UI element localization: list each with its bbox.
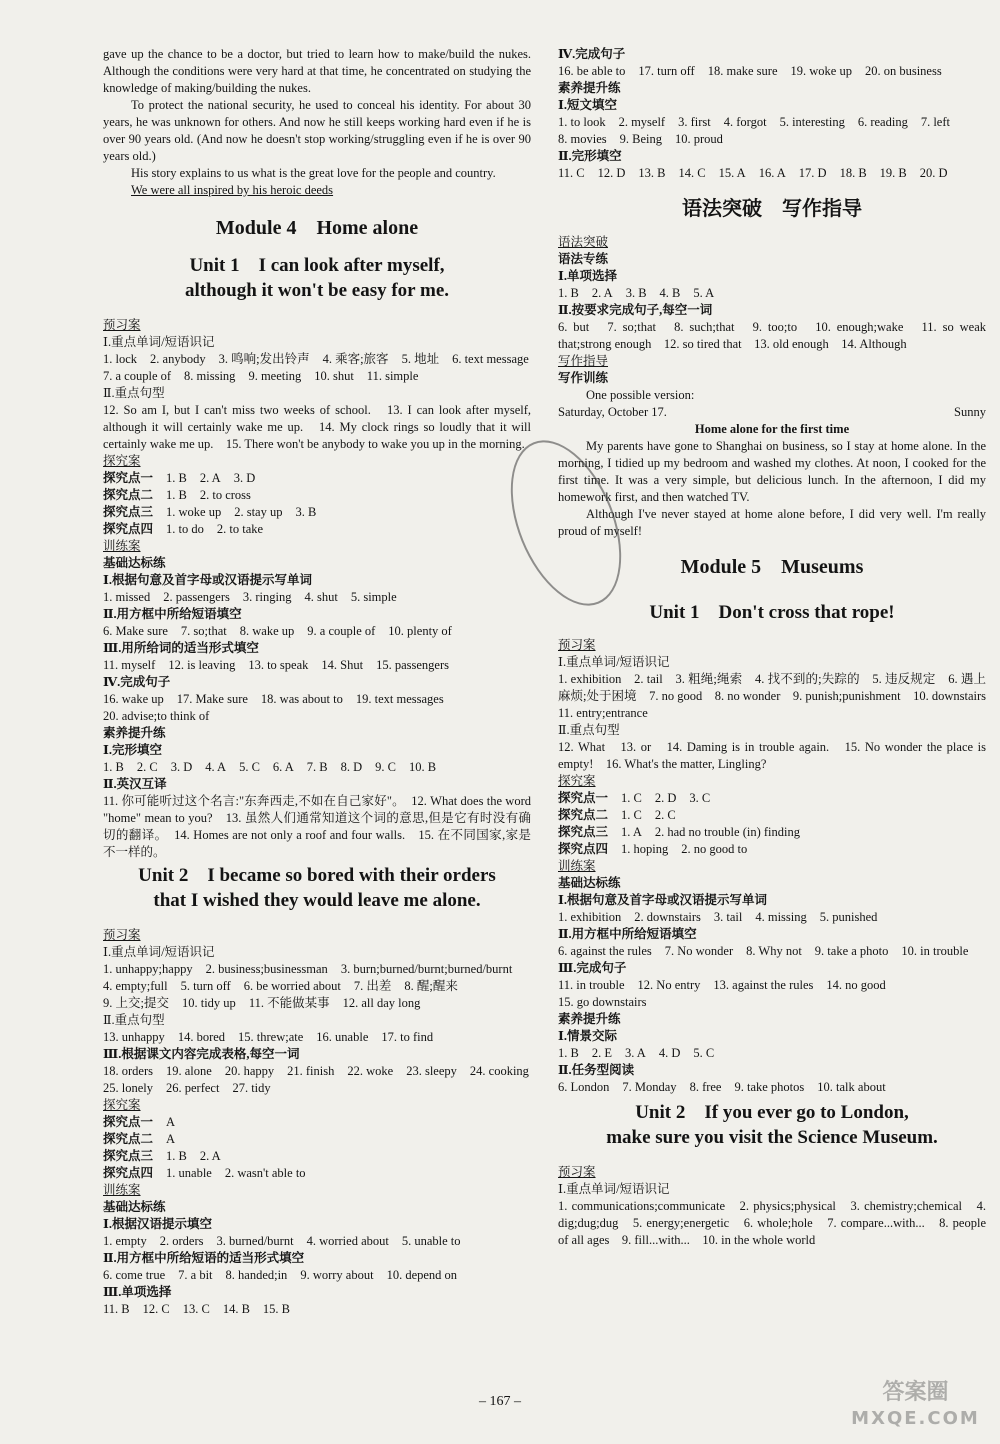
u1-preview-heading: 预习案 xyxy=(103,318,141,332)
answer-item: 1. hoping xyxy=(621,842,669,856)
answer-item: 1. B xyxy=(103,760,124,774)
answer-item: 6. text message xyxy=(452,352,529,366)
grammar-writing-title: 语法突破 写作指导 xyxy=(682,198,862,220)
explore-row xyxy=(558,807,986,824)
answer-item: 1. exhibition xyxy=(558,910,622,924)
answer-item: 5. unable to xyxy=(401,1234,461,1248)
m5u1-basic-heading: 基础达标练 xyxy=(558,876,621,890)
answer-item: 5. simple xyxy=(350,590,397,604)
answer-item: 7. left xyxy=(920,115,950,129)
writing-version-label: One possible version: xyxy=(586,388,695,402)
answer-item: 1. missed xyxy=(103,590,151,604)
u1-part-2-answers: 12. So am I, but I can't miss two weeks of school. 13. I can look after myself, although it will certainly wake me up. 14. My clock rings so loudly that it will certainly wake me up. 15. There won't be anybody to wake you up in the morning. xyxy=(103,403,531,451)
answer-item: 9. Being xyxy=(619,132,662,146)
u1-basic-heading: 基础达标练 xyxy=(103,556,166,570)
u2-preview-heading: 预习案 xyxy=(103,928,141,942)
explore-point-label: 探究点二 xyxy=(103,488,154,502)
answer-item: 19. B xyxy=(879,166,907,180)
answer-item: 18. make sure xyxy=(707,64,778,78)
answer-item: 4. D xyxy=(658,1046,681,1060)
u1-basic-3-answers xyxy=(103,657,531,674)
u2-part-2-answers xyxy=(103,1029,531,1046)
answer-item: 7. 出差 xyxy=(353,979,392,993)
answer-item: 1. to do xyxy=(166,522,204,536)
answer-item: 14. no good xyxy=(826,978,886,992)
grammar-break-heading: 语法突破 xyxy=(558,235,609,249)
m5-unit-1-title: Unit 1 Don't cross that rope! xyxy=(649,602,895,623)
answer-item: 19. alone xyxy=(166,1064,212,1078)
m5u2-part-1-answers: 1. communications;communicate 2. physics;physical 3. chemistry;chemical 4. dig;dug;dug 5. energy;energetic 6. whole;hole 7. compare...with... 8. people of all ages 9. fill...with... 10. in the whole world xyxy=(558,1199,986,1247)
m5u1-basic-2-answers xyxy=(558,943,986,960)
writing-guide-heading: 写作指导 xyxy=(558,354,609,368)
answer-item: 4. forgot xyxy=(723,115,767,129)
explore-row xyxy=(103,521,531,538)
answer-item: 17. turn off xyxy=(638,64,695,78)
answer-item: 27. tidy xyxy=(232,1081,271,1095)
answer-item: 7. so;that xyxy=(180,624,227,638)
answer-item: 8. movies xyxy=(558,132,607,146)
answer-item: 8. wake up xyxy=(239,624,295,638)
m5-unit-2-title-line-2: make sure you visit the Science Museum. xyxy=(606,1127,938,1148)
answer-item: 8. missing xyxy=(184,369,236,383)
answer-item: 1. C xyxy=(621,808,642,822)
writing-title: Home alone for the first time xyxy=(694,422,850,436)
grammar-drill-heading: 语法专练 xyxy=(558,252,609,266)
story-paragraph-4: We were all inspired by his heroic deeds xyxy=(131,183,334,197)
answer-item: 11. in trouble xyxy=(558,978,625,992)
answer-item: 21. finish xyxy=(287,1064,335,1078)
answer-item: 20. advise;to think of xyxy=(103,709,210,723)
answer-item: 4. empty;full xyxy=(103,979,168,993)
m5u1-improve-1-answers xyxy=(558,1045,986,1062)
answer-item: 25. lonely xyxy=(103,1081,153,1095)
answer-item: 2. downstairs xyxy=(634,910,701,924)
answer-item: 2. orders xyxy=(159,1234,204,1248)
answer-item: 14. C xyxy=(678,166,706,180)
u2-part-1-answers xyxy=(103,961,531,1012)
answer-item: 10. B xyxy=(408,760,437,774)
grammar-1-answers xyxy=(558,285,986,302)
answer-item: 20. happy xyxy=(224,1064,275,1078)
u1-part-1-answers xyxy=(103,351,531,385)
answer-item: 19. woke up xyxy=(790,64,852,78)
explore-row xyxy=(103,1148,531,1165)
answer-item: 3. B xyxy=(295,505,317,519)
u2-part-1-heading: Ⅰ.重点单词/短语识记 xyxy=(103,945,215,959)
u1-improve-2-heading: Ⅱ.英汉互译 xyxy=(103,777,167,791)
r-improve-2-answers xyxy=(558,165,986,182)
writing-train-heading: 写作训练 xyxy=(558,371,609,385)
answer-item: 3. burned/burnt xyxy=(216,1234,294,1248)
answer-item: 3. B xyxy=(625,286,647,300)
answer-item: 3. D xyxy=(170,760,193,774)
u1-basic-1-heading: Ⅰ.根据句意及首字母或汉语提示写单词 xyxy=(103,573,312,587)
answer-item: 18. orders xyxy=(103,1064,153,1078)
answer-item: 2. had no trouble (in) finding xyxy=(654,825,800,839)
answer-item: 2. C xyxy=(136,760,158,774)
m5u1-part-1-answers: 1. exhibition 2. tail 3. 粗绳;绳索 4. 找不到的;失踪的 5. 违反规定 6. 遇上麻烦;处于困境 7. no good 8. no wonder 9. punish;punishment 10. downstairs 11. entry;entrance xyxy=(558,672,999,720)
u2-basic-3-heading: Ⅲ.单项选择 xyxy=(103,1285,172,1299)
explore-row xyxy=(558,841,986,858)
module-4-title: Module 4 Home alone xyxy=(215,217,419,239)
m5u1-improve-1-heading: Ⅰ.情景交际 xyxy=(558,1029,617,1043)
explore-row xyxy=(103,1131,531,1148)
answer-item: 15. A xyxy=(718,166,746,180)
answer-item: 19. text messages xyxy=(355,692,444,706)
answer-item: 11. simple xyxy=(366,369,419,383)
explore-point-label: 探究点三 xyxy=(558,825,609,839)
answer-item: 9. a couple of xyxy=(307,624,376,638)
answer-item: 2. A xyxy=(199,1149,221,1163)
u2-basic-1-answers xyxy=(103,1233,531,1250)
explore-point-label: 探究点四 xyxy=(558,842,609,856)
answer-item: 1. empty xyxy=(103,1234,147,1248)
u2-part-2-heading: Ⅱ.重点句型 xyxy=(103,1013,165,1027)
answer-item: 10. in trouble xyxy=(901,944,969,958)
answer-item: 1. C xyxy=(621,791,642,805)
answer-item: 10. tidy up xyxy=(181,996,236,1010)
answer-item: 9. take a photo xyxy=(814,944,889,958)
u2-explore-heading: 探究案 xyxy=(103,1098,141,1112)
answer-item: 4. shut xyxy=(304,590,338,604)
answer-item: 4. B xyxy=(659,286,681,300)
answer-item: 9. C xyxy=(375,760,396,774)
answer-item: 17. D xyxy=(798,166,827,180)
explore-point-label: 探究点四 xyxy=(103,522,154,536)
writing-date: Saturday, October 17. xyxy=(558,405,667,419)
answer-item: 18. was about to xyxy=(260,692,343,706)
u2-part-3-heading: Ⅲ.根据课文内容完成表格,每空一词 xyxy=(103,1047,300,1061)
answer-item: 13. C xyxy=(182,1302,210,1316)
answer-item: 7. B xyxy=(306,760,328,774)
u2-basic-2-heading: Ⅱ.用方框中所给短语的适当形式填空 xyxy=(103,1251,305,1265)
u1-improve-2-answers: 11. 你可能听过这个名言:"东奔西走,不如在自己家好"。 12. What does the word "home" mean to you? 13. 虽然人们通常知道这个词的意思,但是它有时没有确切的翻译。 14. Homes are not only a roof and four walls. 15. 在不同国家,家是不一样的。 xyxy=(103,794,531,859)
u1-basic-2-answers xyxy=(103,623,531,640)
answer-item: 11. 不能做某事 xyxy=(248,996,330,1010)
m5u1-part-1-heading: Ⅰ.重点单词/短语识记 xyxy=(558,655,670,669)
answer-item: 3. 鸣响;发出铃声 xyxy=(218,352,310,366)
answer-item: 2. stay up xyxy=(234,505,283,519)
answer-item: 17. to find xyxy=(381,1030,434,1044)
answer-item: 1. B xyxy=(558,1046,579,1060)
story-paragraph-2: To protect the national security, he used to conceal his identity. For about 30 years, he was unknown for others. And now he still keeps working hard even if he is over 90 years old. (And now he doesn't stop working/struggling even if he is over 90 years old.) xyxy=(103,98,531,163)
r-improve-2-heading: Ⅱ.完形填空 xyxy=(558,149,622,163)
u1-improve-1-heading: Ⅰ.完形填空 xyxy=(103,743,162,757)
answer-item: 15. B xyxy=(262,1302,290,1316)
explore-row xyxy=(103,470,531,487)
answer-item: 6. A xyxy=(272,760,294,774)
answer-item: 17. Make sure xyxy=(176,692,248,706)
unit-2-title-line-2: that I wished they would leave me alone. xyxy=(153,890,481,911)
answer-item: 2. C xyxy=(654,808,676,822)
site-watermark xyxy=(843,1378,988,1434)
watermark-logo-text: 答案圈 xyxy=(882,1380,949,1405)
answer-item: 4. 乘客;旅客 xyxy=(322,352,389,366)
explore-point-label: 探究点四 xyxy=(103,1166,154,1180)
answer-item: A xyxy=(166,1132,176,1146)
answer-item: 14. bored xyxy=(177,1030,226,1044)
explore-row xyxy=(103,1165,531,1182)
answer-item: 12. C xyxy=(142,1302,170,1316)
answer-item: 4. worried about xyxy=(306,1234,389,1248)
answer-item: 2. E xyxy=(591,1046,612,1060)
answer-item: 4. A xyxy=(205,760,227,774)
grammar-2-answers: 6. but 7. so;that 8. such;that 9. too;to 10. enough;wake 11. so weak that;strong enough 12. so tired that 13. old enough 14. Although xyxy=(558,320,986,351)
answer-item: 1. B xyxy=(558,286,579,300)
answer-item: 8. Why not xyxy=(746,944,802,958)
r-part-4-heading: Ⅳ.完成句子 xyxy=(558,47,626,61)
answer-item: 12. is leaving xyxy=(168,658,236,672)
answer-item: 5. 地址 xyxy=(401,352,440,366)
answer-item: A xyxy=(166,1115,176,1129)
explore-point-label: 探究点二 xyxy=(558,808,609,822)
explore-row xyxy=(558,790,986,807)
answer-item: 18. B xyxy=(839,166,867,180)
answer-item: 11. B xyxy=(103,1302,130,1316)
answer-item: 11. myself xyxy=(103,658,156,672)
answer-item: 2. myself xyxy=(618,115,666,129)
answer-item: 10. shut xyxy=(314,369,354,383)
left-column xyxy=(103,46,531,1318)
unit-1-title-line-1: Unit 1 I can look after myself, xyxy=(189,255,445,276)
u2-basic-3-answers xyxy=(103,1301,531,1318)
explore-point-label: 探究点一 xyxy=(103,471,154,485)
answer-item: 15. threw;ate xyxy=(238,1030,304,1044)
u1-basic-4-heading: Ⅳ.完成句子 xyxy=(103,675,171,689)
m5u1-basic-2-heading: Ⅱ.用方框中所给短语填空 xyxy=(558,927,697,941)
answer-item: 1. woke up xyxy=(166,505,222,519)
explore-point-label: 探究点三 xyxy=(103,505,154,519)
answer-item: 7. a couple of xyxy=(103,369,172,383)
u2-basic-1-heading: Ⅰ.根据汉语提示填空 xyxy=(103,1217,212,1231)
answer-item: 4. missing xyxy=(755,910,807,924)
story-paragraph-3: His story explains to us what is the great love for the people and country. xyxy=(131,166,496,180)
answer-item: 1. B xyxy=(166,1149,187,1163)
answer-item: 6. London xyxy=(558,1080,610,1094)
answer-item: 14. B xyxy=(222,1302,250,1316)
explore-row xyxy=(103,1114,531,1131)
answer-item: 8. free xyxy=(689,1080,722,1094)
m5u1-part-2-heading: Ⅱ.重点句型 xyxy=(558,723,620,737)
m5u1-improve-heading: 素养提升练 xyxy=(558,1012,621,1026)
answer-item: 6. be worried about xyxy=(243,979,341,993)
watermark-domain: MXQE.COM xyxy=(851,1408,980,1429)
answer-item: 20. D xyxy=(919,166,948,180)
answer-item: 2. anybody xyxy=(150,352,206,366)
answer-item: 15. passengers xyxy=(376,658,449,672)
answer-item: 9. take photos xyxy=(734,1080,805,1094)
answer-item: 7. No wonder xyxy=(664,944,734,958)
answer-item: 6. reading xyxy=(857,115,908,129)
answer-item: 10. proud xyxy=(674,132,723,146)
r-improve-heading: 素养提升练 xyxy=(558,81,621,95)
answer-item: 2. to cross xyxy=(199,488,251,502)
answer-item: 2. business;businessman xyxy=(205,962,328,976)
answer-item: 2. passengers xyxy=(163,590,230,604)
answer-item: 1. A xyxy=(621,825,642,839)
answer-item: 1. unable xyxy=(166,1166,212,1180)
answer-item: 1. lock xyxy=(103,352,138,366)
answer-item: 12. D xyxy=(597,166,626,180)
answer-item: 9. 上交;提交 xyxy=(103,996,169,1010)
answer-item: 3. D xyxy=(233,471,256,485)
answer-item: 2. A xyxy=(591,286,613,300)
answer-item: 9. worry about xyxy=(300,1268,374,1282)
answer-item: 12. No entry xyxy=(637,978,701,992)
answer-item: 7. Monday xyxy=(622,1080,677,1094)
u1-improve-heading: 素养提升练 xyxy=(103,726,166,740)
answer-item: 13. against the rules xyxy=(713,978,814,992)
u1-basic-3-heading: Ⅲ.用所给词的适当形式填空 xyxy=(103,641,259,655)
u2-basic-2-answers xyxy=(103,1267,531,1284)
m5u1-basic-1-heading: Ⅰ.根据句意及首字母或汉语提示写单词 xyxy=(558,893,767,907)
answer-item: 26. perfect xyxy=(166,1081,220,1095)
answer-item: 3. A xyxy=(624,1046,646,1060)
answer-item: 8. 醒;醒来 xyxy=(404,979,458,993)
explore-point-label: 探究点三 xyxy=(103,1149,154,1163)
answer-item: 5. turn off xyxy=(180,979,231,993)
explore-row xyxy=(103,487,531,504)
answer-item: 12. all day long xyxy=(342,996,421,1010)
answer-item: 6. come true xyxy=(103,1268,166,1282)
r-improve-1-heading: Ⅰ.短文填空 xyxy=(558,98,617,112)
answer-item: 16. wake up xyxy=(103,692,164,706)
answer-item: 13. B xyxy=(638,166,666,180)
answer-item: 2. A xyxy=(199,471,221,485)
answer-item: 5. C xyxy=(693,1046,715,1060)
answer-item: 2. D xyxy=(654,791,677,805)
answer-item: 7. a bit xyxy=(178,1268,213,1282)
answer-item: 1. to look xyxy=(558,115,606,129)
answer-item: 1. B xyxy=(166,488,187,502)
answer-item: 11. C xyxy=(558,166,585,180)
answer-item: 3. tail xyxy=(713,910,743,924)
module-5-title: Module 5 Museums xyxy=(680,556,864,578)
u1-train-heading: 训练案 xyxy=(103,539,141,553)
unit-2-title-line-1: Unit 2 I became so bored with their orders xyxy=(138,865,496,886)
u2-part-3-answers xyxy=(103,1063,531,1097)
answer-item: 14. Shut xyxy=(321,658,364,672)
explore-row xyxy=(103,504,531,521)
answer-item: 3. first xyxy=(678,115,711,129)
m5u1-basic-3-heading: Ⅲ.完成句子 xyxy=(558,961,627,975)
story-paragraph-1: gave up the chance to be a doctor, but tried to learn how to make/build the nukes. Although the conditions were very hard at that time, he concentrated on studying the knowledge of making/building the nukes. xyxy=(103,47,531,95)
r-improve-1-answers xyxy=(558,114,986,148)
m5u1-improve-2-heading: Ⅱ.任务型阅读 xyxy=(558,1063,635,1077)
explore-point-label: 探究点一 xyxy=(558,791,609,805)
answer-item: 8. handed;in xyxy=(225,1268,288,1282)
answer-item: 6. Make sure xyxy=(103,624,168,638)
answer-item: 5. A xyxy=(693,286,715,300)
answer-item: 13. to speak xyxy=(248,658,309,672)
answer-item: 10. talk about xyxy=(817,1080,886,1094)
right-column xyxy=(558,46,999,1249)
m5u1-basic-1-answers xyxy=(558,909,986,926)
explore-point-label: 探究点一 xyxy=(103,1115,154,1129)
m5u1-preview-heading: 预习案 xyxy=(558,638,596,652)
writing-paragraph-1: My parents have gone to Shanghai on business, so I stay at home alone. In the morning, I tidied up my bedroom and washed my clothes. At noon, I cooked for the first time. It was a very simple, but delicious lunch. In the afternoon, I did my homework first, and then watched TV. xyxy=(558,439,986,504)
u1-basic-4-answers xyxy=(103,691,531,725)
explore-row xyxy=(558,824,986,841)
u1-basic-1-answers xyxy=(103,589,531,606)
answer-item: 3. ringing xyxy=(242,590,292,604)
m5u1-improve-2-answers xyxy=(558,1079,986,1096)
m5u1-train-heading: 训练案 xyxy=(558,859,596,873)
writing-weather: Sunny xyxy=(954,405,986,419)
u2-train-heading: 训练案 xyxy=(103,1183,141,1197)
answer-item: 16. be able to xyxy=(558,64,626,78)
answer-item: 23. sleepy xyxy=(406,1064,457,1078)
m5u1-explore-heading: 探究案 xyxy=(558,774,596,788)
m5u2-part-1-heading: Ⅰ.重点单词/短语识记 xyxy=(558,1182,670,1196)
u2-basic-heading: 基础达标练 xyxy=(103,1200,166,1214)
answer-item: 13. unhappy xyxy=(103,1030,165,1044)
answer-item: 16. unable xyxy=(316,1030,369,1044)
m5u1-part-2-answers: 12. What 13. or 14. Daming is in trouble again. 15. No wonder the place is empty! 16. What's the matter, Lingling? xyxy=(558,740,986,771)
u1-part-2-heading: Ⅱ.重点句型 xyxy=(103,386,165,400)
grammar-2-heading: Ⅱ.按要求完成句子,每空一词 xyxy=(558,303,713,317)
answer-item: 2. to take xyxy=(216,522,264,536)
u1-part-1-heading: Ⅰ.重点单词/短语识记 xyxy=(103,335,215,349)
m5-unit-2-title-line-1: Unit 2 If you ever go to London, xyxy=(635,1102,909,1123)
answer-item: 15. go downstairs xyxy=(558,995,647,1009)
m5u1-basic-3-answers xyxy=(558,977,986,1011)
answer-item: 5. interesting xyxy=(779,115,845,129)
answer-item: 20. on business xyxy=(864,64,942,78)
page-number: – 167 – xyxy=(479,1394,521,1409)
answer-item: 9. meeting xyxy=(248,369,302,383)
answer-item: 2. wasn't able to xyxy=(224,1166,306,1180)
writing-date-line xyxy=(558,404,986,421)
answer-item: 8. D xyxy=(340,760,363,774)
r-part-4-answers xyxy=(558,63,986,80)
explore-point-label: 探究点二 xyxy=(103,1132,154,1146)
answer-item: 24. cooking xyxy=(469,1064,529,1078)
answer-item: 5. C xyxy=(239,760,260,774)
answer-item: 22. woke xyxy=(347,1064,394,1078)
answer-item: 2. no good to xyxy=(681,842,748,856)
grammar-1-heading: Ⅰ.单项选择 xyxy=(558,269,617,283)
m5u2-preview-heading: 预习案 xyxy=(558,1165,596,1179)
answer-item: 10. depend on xyxy=(386,1268,458,1282)
answer-item: 5. punished xyxy=(819,910,878,924)
answer-item: 1. B xyxy=(166,471,187,485)
u1-explore-heading: 探究案 xyxy=(103,454,141,468)
unit-1-title-line-2: although it won't be easy for me. xyxy=(184,280,450,301)
u1-improve-1-answers xyxy=(103,759,531,776)
answer-item: 6. against the rules xyxy=(558,944,652,958)
writing-paragraph-2: Although I've never stayed at home alone before, I did very well. I'm really proud of myself! xyxy=(558,507,986,538)
u1-basic-2-heading: Ⅱ.用方框中所给短语填空 xyxy=(103,607,242,621)
answer-item: 3. burn;burned/burnt;burned/burnt xyxy=(340,962,513,976)
answer-item: 1. unhappy;happy xyxy=(103,962,193,976)
answer-item: 16. A xyxy=(758,166,786,180)
answer-item: 3. C xyxy=(689,791,711,805)
answer-item: 10. plenty of xyxy=(388,624,452,638)
